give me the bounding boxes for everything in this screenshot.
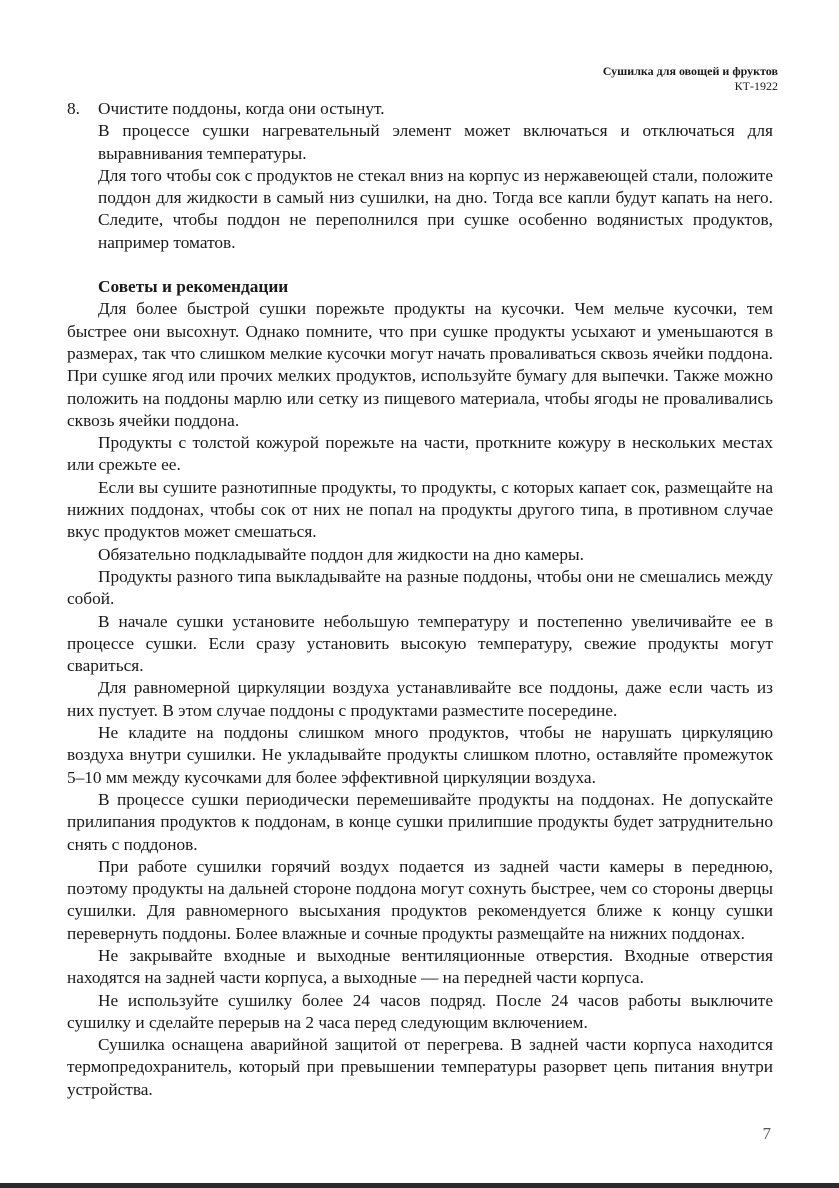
tip-paragraph: В процессе сушки периодически перемешивайте продукты на поддонах. Не допускайте прилипания продуктов к поддонам, в конце сушки прилипшие продукты будет затруднительно снять с поддонов.: [67, 789, 773, 854]
bottom-divider: [0, 1183, 839, 1188]
tip-paragraph: Сушилка оснащена аварийной защитой от перегрева. В задней части корпуса находится термопредохранитель, который при превышении температуры разорвет цепь питания внутри устройства.: [67, 1035, 773, 1099]
tip-paragraph: Не кладите на поддоны слишком много продуктов, чтобы не нарушать циркуляцию воздуха внутри сушилки. Не укладывайте продукты слишком плотно, оставляйте промежуток 5–10 мм между кусочками для более эффективной циркуляции воздуха.: [67, 723, 773, 787]
tip-paragraph: При работе сушилки горячий воздух подается из задней части камеры в переднюю, поэтому продукты на дальней стороне поддона могут сохнуть быстрее, чем со стороны дверцы сушилки. Для равномерного высыхания продуктов рекомендуется ближе к концу сушки перевернуть поддоны. Более влажные и сочные продукты размещайте на нижних поддонах.: [67, 856, 773, 943]
tip-paragraph: Обязательно подкладывайте поддон для жидкости на дно камеры.: [98, 544, 584, 564]
page-number: 7: [762, 1124, 771, 1143]
step-body: [98, 98, 773, 254]
step-paragraph: Очистите поддоны, когда они остынут.: [98, 99, 385, 118]
step-paragraph: В процессе сушки нагревательный элемент может включаться и отключаться для выравнивания температуры.: [98, 121, 773, 163]
tip-paragraph: Продукты разного типа выкладывайте на разные поддоны, чтобы они не смешались между собой.: [67, 566, 773, 609]
product-title: Сушилка для овощей и фруктов: [602, 64, 778, 78]
step-paragraph: Для того чтобы сок с продуктов не стекал вниз на корпус из нержавеющей стали, положите поддон для жидкости в самый низ сушилки, на дно. Тогда все капли будут капать на него. Следите, чтобы поддон не переполнился при сушке особенно водянистых продуктов, например томатов.: [98, 165, 773, 252]
model-number: КТ-1922: [734, 79, 778, 93]
tip-paragraph: Не используйте сушилку более 24 часов подряд. После 24 часов работы выключите сушилку и сделайте перерыв на 2 часа перед следующим включением.: [67, 990, 773, 1032]
tip-paragraph: Если вы сушите разнотипные продукты, то продукты, с которых капает сок, размещайте на нижних поддонах, чтобы сок от них не попал на продукты другого типа, в противном случае вкус продуктов может смешаться.: [67, 477, 773, 542]
tips-section: [67, 298, 773, 1101]
section-heading: Советы и рекомендации: [98, 277, 289, 297]
instruction-step-8: [67, 98, 773, 254]
tip-paragraph: Для равномерной циркуляции воздуха устанавливайте все поддоны, даже если часть из них пустует. В этом случае поддоны с продуктами разместите посередине.: [67, 678, 773, 720]
running-header: [603, 64, 778, 94]
tip-paragraph: В начале сушки установите небольшую температуру и постепенно увеличивайте ее в процессе сушки. Если сразу установить высокую температуру, свежие продукты могут свариться.: [67, 611, 773, 676]
tip-paragraph: Для более быстрой сушки порежьте продукты на кусочки. Чем мельче кусочки, тем быстрее они высохнут. Однако помните, что при сушке продукты усыхают и уменьшаются в размерах, так что слишком мелкие кусочки могут начать проваливаться сквозь ячейки поддона. При сушке ягод или прочих мелких продуктов, используйте бумагу для выпечки. Также можно положить на поддоны марлю или сетку из пищевого материала, чтобы ягоды не проваливались сквозь ячейки поддона.: [67, 299, 773, 430]
tip-paragraph: Не закрывайте входные и выходные вентиляционные отверстия. Входные отверстия находятся на задней части корпуса, а выходные — на передней части корпуса.: [67, 945, 773, 988]
tip-paragraph: Продукты с толстой кожурой порежьте на части, проткните кожуру в нескольких местах или срежьте ее.: [67, 433, 773, 475]
step-number: 8.: [67, 99, 80, 118]
page-content: [67, 98, 773, 1101]
